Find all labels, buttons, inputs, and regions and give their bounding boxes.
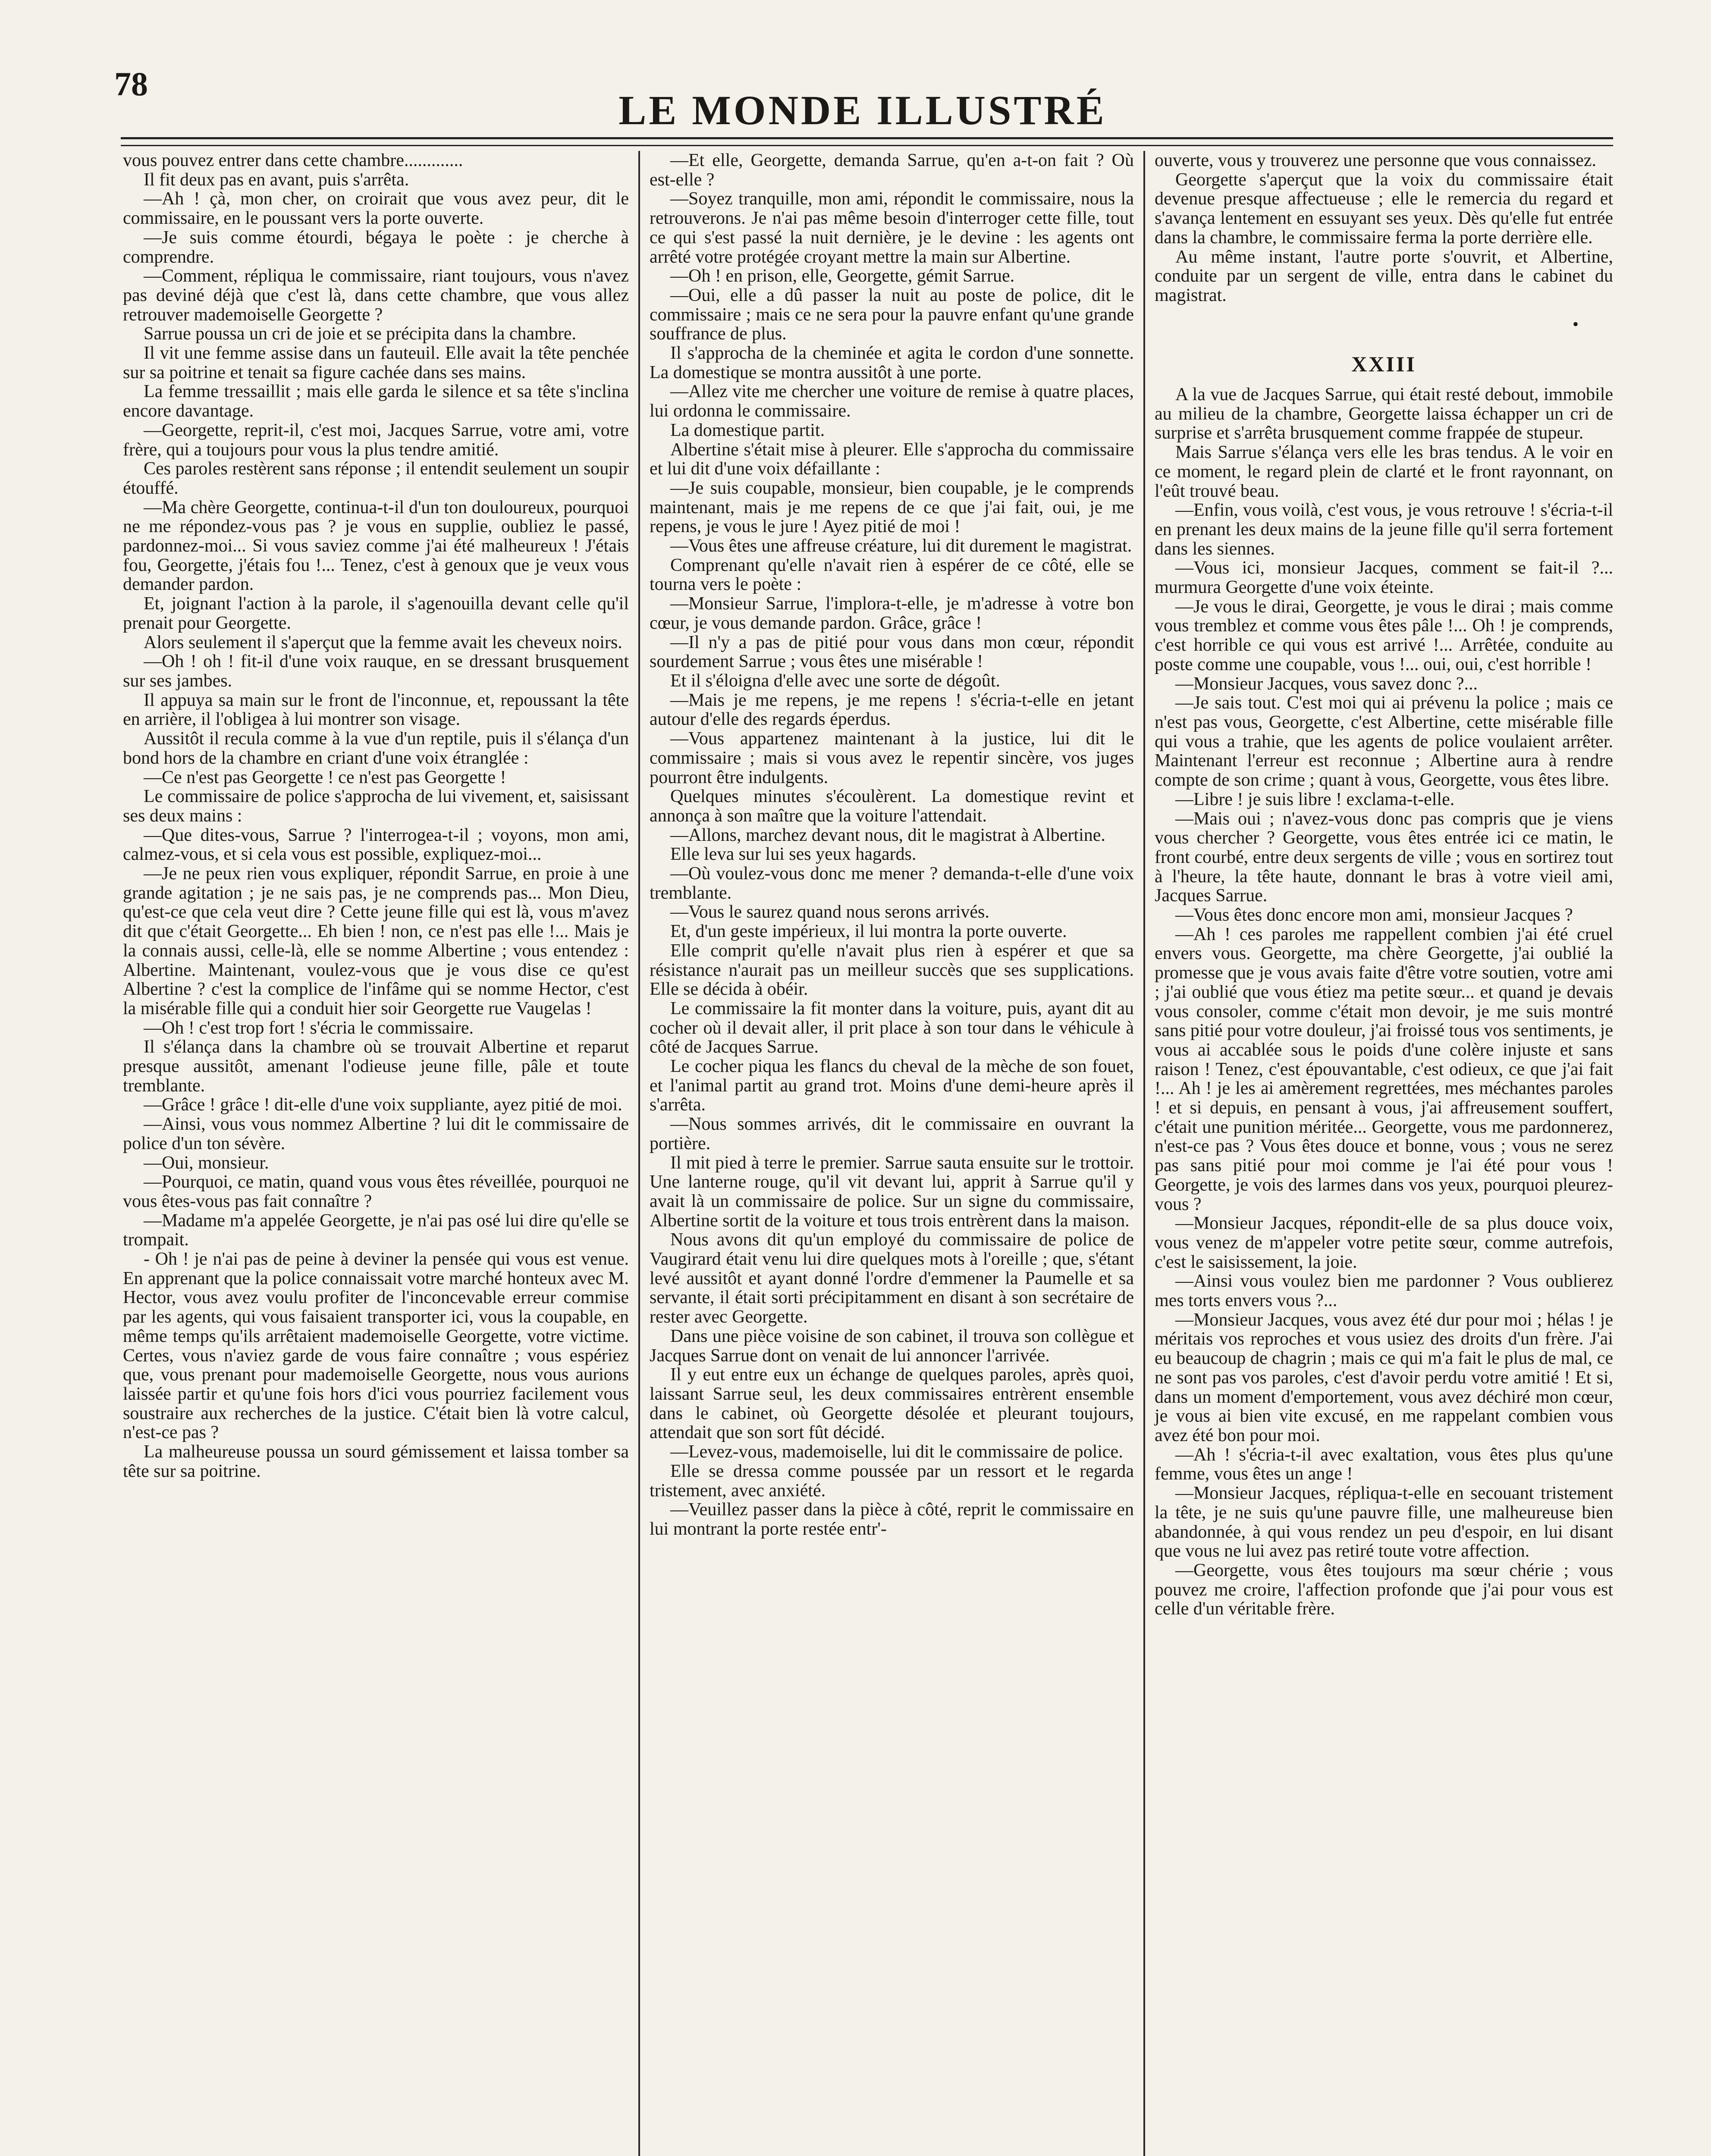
paragraph: Il y eut entre eux un échange de quelques paroles, après quoi, laissant Sarrue seul, les deux commissaires entrèrent ensemble dans le cabinet, où Georgette désolée et pleurant toujours, attendait que son sort fût décidé. — [650, 1365, 1134, 1443]
page-number: 78 — [114, 65, 148, 103]
paragraph: Georgette s'aperçut que la voix du commissaire était devenue presque affectueuse ; elle le remercia du regard et s'avança lentement en essuyant ses yeux. Dès qu'elle fut entrée dans la chambre, le commissaire ferma la porte derrière elle. — [1155, 169, 1613, 248]
paragraph: Comprenant qu'elle n'avait rien à espérer de ce côté, elle se tourna vers le poète : — [650, 555, 1134, 595]
paragraph: —Libre ! je suis libre ! exclama-t-elle. — [1175, 789, 1455, 809]
paragraph: - Oh ! je n'ai pas de peine à deviner la pensée qui vous est venue. En apprenant que la police connaissait votre marché honteux avec M. Hector, vous avez voulu profiter de l'inconcevable erreur commise par les agents, qui vous faisaient transporter ici, vous la coupable, en même temps qu'ils arrêtaient mademoiselle Georgette, votre victime. Certes, vous n'aviez garde de vous faire connaître ; vous espériez que, vous prenant pour mademoiselle Georgette, nous vous aurions laissée partir et qu'une fois hors d'ici vous pourriez facilement vous soustraire aux recherches de la justice. C'était bien là votre calcul, n'est-ce pas ? — [123, 1249, 629, 1443]
paragraph: —Je ne peux rien vous expliquer, répondit Sarrue, en proie à une grande agitation ; je ne sais pas, je ne comprends pas... Mon Dieu, qu'est-ce que cela veut dire ? Cette jeune fille qui est là, vous m'avez dit que c'était Georgette... Eh bien ! non, ce n'est pas elle !... Mais je la connais aussi, celle-là, elle se nomme Albertine ; vous entendez : Albertine. Maintenant, voulez-vous que je vous dise ce qu'est Albertine ? c'est la complice de l'infâme qui se nomme Hector, c'est la misérable fille qui a conduit hier soir Georgette rue Vaugelas ! — [123, 864, 629, 1018]
header-rule-thin — [121, 145, 1613, 146]
header-rule — [121, 137, 1613, 139]
paragraph: Il vit une femme assise dans un fauteuil. Elle avait la tête penchée sur sa poitrine et tenait sa figure cachée dans ses mains. — [123, 343, 629, 382]
paragraph: —Vous ici, monsieur Jacques, comment se fait-il ?... murmura Georgette d'une voix éteinte. — [1155, 558, 1613, 598]
column-1 — [123, 151, 638, 2156]
paragraph: —Vous êtes une affreuse créature, lui dit durement le magistrat. — [670, 536, 1132, 556]
paragraph: ouverte, vous y trouverez une personne que vous connaissez. — [1155, 151, 1597, 170]
paragraph: La femme tressaillit ; mais elle garda le silence et sa tête s'inclina encore davantage. — [123, 382, 629, 421]
paragraph: —Où voulez-vous donc me mener ? demanda-t-elle d'une voix tremblante. — [650, 864, 1134, 903]
paragraph: Quelques minutes s'écoulèrent. La domestique revint et annonça à son maître que la voiture l'attendait. — [650, 787, 1134, 826]
paragraph: Et il s'éloigna d'elle avec une sorte de dégoût. — [670, 671, 1001, 691]
paragraph: Il appuya sa main sur le front de l'inconnue, et, repoussant la tête en arrière, il l'obligea à lui montrer son visage. — [123, 690, 629, 730]
paragraph: Il mit pied à terre le premier. Sarrue sauta ensuite sur le trottoir. Une lanterne rouge, qu'il vit devant lui, apprit à Sarrue qu'il y avait là un commissaire de police. Sur un signe du commissaire, Albertine sortit de la voiture et tous trois entrèrent dans la maison. — [650, 1153, 1134, 1231]
paragraph: —Vous le saurez quand nous serons arrivés. — [670, 902, 989, 922]
paragraph: —Que dites-vous, Sarrue ? l'interrogea-t-il ; voyons, mon ami, calmez-vous, et si cela vous est possible, expliquez-moi... — [123, 825, 629, 865]
section-ornament: • — [1572, 314, 1579, 334]
paragraph: Albertine s'était mise à pleurer. Elle s'approcha du commissaire et lui dit d'une voix défaillante : — [650, 439, 1134, 479]
paragraph: —Oui, monsieur. — [144, 1153, 269, 1173]
paragraph: —Georgette, reprit-il, c'est moi, Jacques Sarrue, votre ami, votre frère, qui a toujours pour vous la plus tendre amitié. — [123, 420, 629, 460]
paragraph: Aussitôt il recula comme à la vue d'un reptile, puis il s'élança d'un bond hors de la chambre en criant d'une voix étranglée : — [123, 729, 629, 768]
paragraph: —Mais oui ; n'avez-vous donc pas compris que je viens vous chercher ? Georgette, vous êtes entrée ici ce matin, le front courbé, entre deux sergents de ville ; vous en sortirez tout à l'heure, la tête haute, donnant le bras à votre vieil ami, Jacques Sarrue. — [1155, 808, 1613, 906]
paragraph: —Oui, elle a dû passer la nuit au poste de police, dit le commissaire ; mais ce ne sera pour la pauvre enfant qu'une grande souffrance de plus. — [650, 285, 1134, 344]
paragraph: vous pouvez entrer dans cette chambre............. — [123, 151, 463, 170]
paragraph: —Et elle, Georgette, demanda Sarrue, qu'en a-t-on fait ? Où est-elle ? — [650, 151, 1134, 190]
paragraph: A la vue de Jacques Sarrue, qui était resté debout, immobile au milieu de la chambre, Georgette laissa échapper un cri de surprise et s'arrêta brusquement comme frappée de stupeur. — [1155, 385, 1613, 443]
paragraph: —Nous sommes arrivés, dit le commissaire en ouvrant la portière. — [650, 1114, 1134, 1153]
paragraph: Le commissaire la fit monter dans la voiture, puis, ayant dit au cocher où il devait aller, il prit place à son tour dans le véhicule à côté de Jacques Sarrue. — [650, 998, 1134, 1057]
paragraph: —Ah ! ces paroles me rappellent combien j'ai été cruel envers vous. Georgette, ma chère Georgette, j'ai oublié la promesse que je vous avais faite d'être votre soutien, votre ami ; j'ai oublié que vous étiez ma petite sœur... et quand je devais vous consoler, comme c'était mon devoir, je me suis montré sans pitié pour votre douleur, j'ai froissé tous vos sentiments, je vous ai accablée sous le poids d'une colère injuste et sans raison ! Tenez, c'est épouvantable, c'est odieux, ce que j'ai fait !... Ah ! je les ai amèrement regrettées, mes méchantes paroles ! et si depuis, en pensant à vous, j'ai affreusement souffert, c'était une punition méritée... Georgette, vous me pardonnerez, n'est-ce pas ? Vous êtes douce et bonne, vous ; vous ne serez pas sans pitié pour moi comme je l'ai été pour vous ! Georgette, je vois des larmes dans vos yeux, pourquoi pleurez-vous ? — [1155, 924, 1613, 1214]
paragraph: La malheureuse poussa un sourd gémissement et laissa tomber sa tête sur sa poitrine. — [123, 1442, 629, 1481]
chapter-heading: XXIII — [1351, 352, 1416, 376]
paragraph: Sarrue poussa un cri de joie et se précipita dans la chambre. — [144, 324, 576, 344]
paragraph: La domestique partit. — [670, 420, 825, 440]
paragraph: —Allons, marchez devant nous, dit le magistrat à Albertine. — [670, 825, 1105, 845]
paragraph: —Oh ! oh ! fit-il d'une voix rauque, en se dressant brusquement sur ses jambes. — [123, 652, 629, 691]
paragraph: Elle comprit qu'elle n'avait plus rien à espérer et que sa résistance n'aurait pas un meilleur succès que ses supplications. Elle se décida à obéir. — [650, 940, 1134, 1000]
paragraph: —Ma chère Georgette, continua-t-il d'un ton douloureux, pourquoi ne me répondez-vous pas ? je vous en supplie, oubliez le passé, pardonnez-moi... Si vous saviez comme j'ai été malheureux ! J'étais fou, Georgette, j'étais fou !... Tenez, c'est à genoux que je veux vous demander pardon. — [123, 497, 629, 595]
paragraph: —Je sais tout. C'est moi qui ai prévenu la police ; mais ce n'est pas vous, Georgette, c'est Albertine, cette misérable fille qui vous a trahie, que les agents de police voulaient arrêter. Maintenant l'erreur est reconnue ; Albertine aura à rendre compte de son crime ; quant à vous, Georgette, vous êtes libre. — [1155, 693, 1613, 790]
paragraph: —Vous êtes donc encore mon ami, monsieur Jacques ? — [1175, 905, 1573, 925]
paragraph: —Monsieur Jacques, vous savez donc ?... — [1175, 674, 1478, 694]
paragraph: Elle leva sur lui ses yeux hagards. — [670, 844, 917, 865]
paragraph: Nous avons dit qu'un employé du commissaire de police de Vaugirard était venu lui dire quelques mots à l'oreille ; que, s'étant levé aussitôt et ayant donné l'ordre d'emmener la Paumelle et sa servante, il était sorti précipitamment en disant à son secrétaire de rester avec Georgette. — [650, 1230, 1134, 1327]
column-3 — [1145, 151, 1613, 2156]
paragraph: —Levez-vous, mademoiselle, lui dit le commissaire de police. — [670, 1442, 1123, 1462]
paragraph: Et, joignant l'action à la parole, il s'agenouilla devant celle qu'il prenait pour Georgette. — [123, 594, 629, 633]
paragraph: —Monsieur Jacques, répliqua-t-elle en secouant tristement la tête, je ne suis qu'une pauvre fille, une malheureuse bien abandonnée, à qui vous rendez un peu d'espoir, en lui disant que vous ne lui avez pas retiré toute votre affection. — [1155, 1483, 1613, 1561]
paragraph: Elle se dressa comme poussée par un ressort et le regarda tristement, avec anxiété. — [650, 1461, 1134, 1501]
paragraph: —Ah ! s'écria-t-il avec exaltation, vous êtes plus qu'une femme, vous êtes un ange ! — [1155, 1445, 1613, 1484]
paragraph: Le cocher piqua les flancs du cheval de la mèche de son fouet, et l'animal partit au grand trot. Moins d'une demi-heure après il s'arrêta. — [650, 1056, 1134, 1115]
paragraph: —Oh ! c'est trop fort ! s'écria le commissaire. — [144, 1018, 474, 1038]
paragraph: —Ainsi, vous vous nommez Albertine ? lui dit le commissaire de police d'un ton sévère. — [123, 1114, 629, 1153]
masthead-title: LE MONDE ILLUSTRÉ — [618, 87, 1107, 133]
paragraph: Le commissaire de police s'approcha de lui vivement, et, saisissant ses deux mains : — [123, 787, 629, 826]
paragraph: —Ainsi vous voulez bien me pardonner ? Vous oublierez mes torts envers vous ?... — [1155, 1271, 1613, 1311]
paragraph: —Je suis coupable, monsieur, bien coupable, je le comprends maintenant, mais je me repens de ce que j'ai fait, oui, je me repens, je vous le jure ! Ayez pitié de moi ! — [650, 478, 1134, 537]
column-2 — [638, 151, 1145, 2156]
paragraph: —Veuillez passer dans la pièce à côté, reprit le commissaire en lui montrant la porte restée entr'- — [650, 1500, 1134, 1539]
paragraph: —Allez vite me chercher une voiture de remise à quatre places, lui ordonna le commissaire. — [650, 382, 1134, 421]
paragraph: —Soyez tranquille, mon ami, répondit le commissaire, nous la retrouverons. Je n'ai pas même besoin d'interroger cette fille, tout ce qui s'est passé la nuit dernière, je le devine : les agents ont arrêté votre protégée croyant mettre la main sur Albertine. — [650, 189, 1134, 267]
paragraph: Dans une pièce voisine de son cabinet, il trouva son collègue et Jacques Sarrue dont on venait de lui annoncer l'arrivée. — [650, 1326, 1134, 1366]
paragraph: —Comment, répliqua le commissaire, riant toujours, vous n'avez pas deviné déjà que c'est là, dans cette chambre, que vous allez retrouver mademoiselle Georgette ? — [123, 266, 629, 325]
paragraph: Il fit deux pas en avant, puis s'arrêta. — [144, 169, 409, 190]
paragraph: Au même instant, l'autre porte s'ouvrit, et Albertine, conduite par un sergent de ville, entra dans le cabinet du magistrat. — [1155, 247, 1613, 305]
paragraph: —Pourquoi, ce matin, quand vous vous êtes réveillée, pourquoi ne vous êtes-vous pas fait connaître ? — [123, 1172, 629, 1211]
paragraph: —Ah ! çà, mon cher, on croirait que vous avez peur, dit le commissaire, en le poussant vers la porte ouverte. — [123, 189, 629, 229]
column-3-bottom — [1155, 385, 1613, 1619]
paragraph: Il s'élança dans la chambre où se trouvait Albertine et reparut presque aussitôt, amenant l'odieuse jeune fille, pâle et toute tremblante. — [123, 1037, 629, 1096]
paragraph: —Georgette, vous êtes toujours ma sœur chérie ; vous pouvez me croire, l'affection profonde que j'ai pour vous est celle d'un véritable frère. — [1155, 1560, 1613, 1619]
paragraph: Mais Sarrue s'élança vers elle les bras tendus. A le voir en ce moment, le regard plein de clarté et le front rayonnant, on l'eût trouvé beau. — [1155, 442, 1613, 501]
paragraph: —Ce n'est pas Georgette ! ce n'est pas Georgette ! — [144, 767, 506, 787]
paragraph: Ces paroles restèrent sans réponse ; il entendit seulement un soupir étouffé. — [123, 459, 629, 498]
article-columns — [123, 151, 1613, 2156]
paragraph: —Madame m'a appelée Georgette, je n'ai pas osé lui dire qu'elle se trompait. — [123, 1210, 629, 1250]
paragraph: —Il n'y a pas de pitié pour vous dans mon cœur, répondit sourdement Sarrue ; vous êtes une misérable ! — [650, 632, 1134, 672]
paragraph: Il s'approcha de la cheminée et agita le cordon d'une sonnette. La domestique se montra aussitôt à une porte. — [650, 343, 1134, 382]
paragraph: —Monsieur Sarrue, l'implora-t-elle, je m'adresse à votre bon cœur, je vous demande pardon. Grâce, grâce ! — [650, 594, 1134, 633]
column-3-top — [1155, 151, 1613, 305]
paragraph: Alors seulement il s'aperçut que la femme avait les cheveux noirs. — [144, 632, 622, 652]
paragraph: —Monsieur Jacques, vous avez été dur pour moi ; hélas ! je méritais vos reproches et vous usiez des droits d'un frère. J'ai eu beaucoup de chagrin ; mais ce qui m'a fait le plus de mal, ce ne sont pas vos paroles, c'est d'avoir perdu votre amitié ! Et si, dans un moment d'emportement, vous avez déchiré mon cœur, je vous ai bien vite excusé, en me rappelant combien vous avez été bon pour moi. — [1155, 1310, 1613, 1445]
paragraph: —Je vous le dirai, Georgette, je vous le dirai ; mais comme vous tremblez et comme vous êtes pâle !... Oh ! je comprends, c'est horrible ce qui vous est arrivé !... Arrêtée, conduite au poste comme une coupable, vous !... oui, oui, c'est horrible ! — [1155, 596, 1613, 674]
paragraph: —Mais je me repens, je me repens ! s'écria-t-elle en jetant autour d'elle des regards éperdus. — [650, 690, 1134, 730]
paragraph: —Enfin, vous voilà, c'est vous, je vous retrouve ! s'écria-t-il en prenant les deux mains de la jeune fille qu'il serra fortement dans les siennes. — [1155, 500, 1613, 559]
paragraph: —Monsieur Jacques, répondit-elle de sa plus douce voix, vous venez de m'appeler votre petite sœur, comme autrefois, c'est le saisissement, la joie. — [1155, 1213, 1613, 1272]
paragraph: —Oh ! en prison, elle, Georgette, gémit Sarrue. — [670, 266, 1015, 286]
paragraph: —Vous appartenez maintenant à la justice, lui dit le commissaire ; mais si vous avez le repentir sincère, vos juges pourront être indulgents. — [650, 729, 1134, 787]
paragraph: —Je suis comme étourdi, bégaya le poète : je cherche à comprendre. — [123, 227, 629, 267]
paragraph: Et, d'un geste impérieux, il lui montra la porte ouverte. — [670, 921, 1067, 942]
paragraph: —Grâce ! grâce ! dit-elle d'une voix suppliante, ayez pitié de moi. — [144, 1095, 622, 1115]
